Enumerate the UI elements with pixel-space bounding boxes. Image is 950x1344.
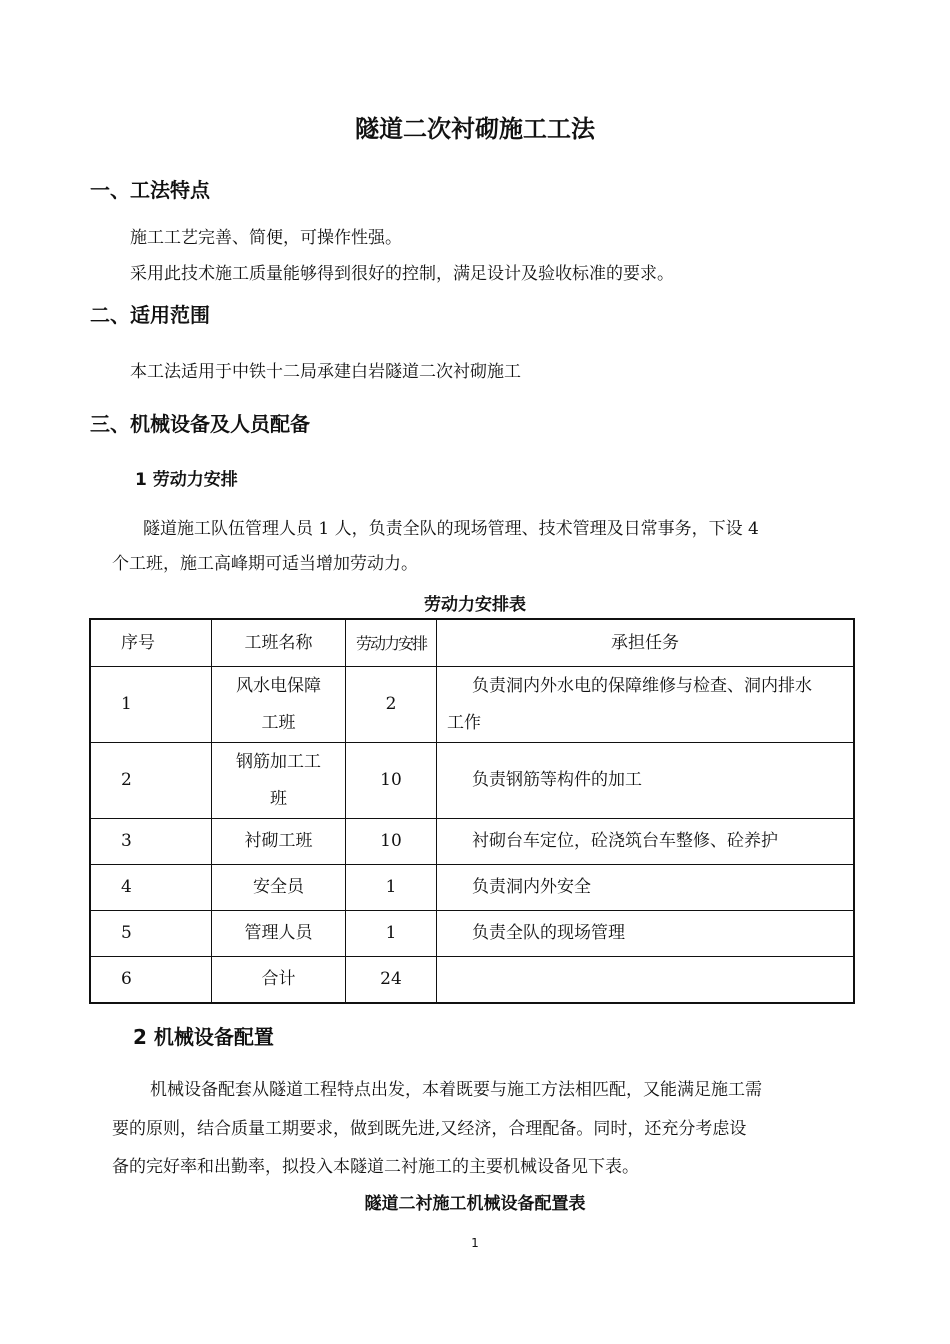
cell-team-line: 班 xyxy=(270,788,287,809)
cell-task-line: 衬砌台车定位，砼浇筑台车整修、砼养护 xyxy=(472,831,778,851)
cell-task xyxy=(437,957,855,1004)
cell-team: 合计 xyxy=(212,957,346,1004)
cell-count: 1 xyxy=(346,865,437,911)
subsection-heading-labor: 1 劳动力安排 xyxy=(135,470,238,490)
paragraph-line: 机械设备配套从隧道工程特点出发，本着既要与施工方法相匹配，又能满足施工需 xyxy=(150,1080,762,1100)
cell-task xyxy=(437,911,855,957)
section-heading-features: 一、工法特点 xyxy=(90,178,210,202)
table-caption-labor: 劳动力安排表 xyxy=(424,595,526,615)
cell-task-line: 负责洞内外安全 xyxy=(472,877,591,897)
cell-no: 5 xyxy=(90,911,212,957)
labor-table xyxy=(89,618,855,1004)
table-row xyxy=(90,865,854,911)
cell-no: 1 xyxy=(90,667,212,743)
header-cell-team: 工班名称 xyxy=(212,619,346,667)
paragraph-line: 要的原则，结合质量工期要求，做到既先进,又经济，合理配备。同时，还充分考虑设 xyxy=(112,1119,747,1139)
cell-team-line: 钢筋加工工 xyxy=(236,751,321,772)
paragraph-line: 备的完好率和出勤率，拟投入本隧道二衬施工的主要机械设备见下表。 xyxy=(112,1157,639,1177)
cell-count: 10 xyxy=(346,743,437,819)
table-caption-equipment: 隧道二衬施工机械设备配置表 xyxy=(364,1194,586,1214)
cell-team-line: 风水电保障 xyxy=(236,675,321,696)
cell-team: 衬砌工班 xyxy=(212,819,346,865)
cell-no: 6 xyxy=(90,957,212,1004)
paragraph-line: 本工法适用于中铁十二局承建白岩隧道二次衬砌施工 xyxy=(130,362,521,382)
subsection-heading-equipment: 2 机械设备配置 xyxy=(133,1025,274,1049)
page-number: 1 xyxy=(471,1236,479,1250)
cell-task xyxy=(437,865,855,911)
paragraph-line: 隧道施工队伍管理人员 1 人，负责全队的现场管理、技术管理及日常事务，下设 4 xyxy=(143,519,759,539)
cell-count: 10 xyxy=(346,819,437,865)
paragraph-line: 施工工艺完善、简便，可操作性强。 xyxy=(130,228,402,248)
cell-task xyxy=(437,819,855,865)
cell-team xyxy=(212,667,346,743)
table-row xyxy=(90,743,854,819)
cell-no: 3 xyxy=(90,819,212,865)
cell-team-line: 工班 xyxy=(261,712,296,733)
cell-count: 1 xyxy=(346,911,437,957)
header-cell-no: 序号 xyxy=(90,619,212,667)
cell-team: 安全员 xyxy=(212,865,346,911)
cell-task-line: 工作 xyxy=(447,712,481,733)
table-row xyxy=(90,911,854,957)
table-row xyxy=(90,819,854,865)
table-header-row xyxy=(90,619,854,667)
paragraph-line: 采用此技术施工质量能够得到很好的控制，满足设计及验收标准的要求。 xyxy=(130,264,674,284)
cell-no: 4 xyxy=(90,865,212,911)
cell-task xyxy=(437,667,855,743)
header-cell-count: 劳动力安排 xyxy=(346,619,437,667)
cell-team: 管理人员 xyxy=(212,911,346,957)
paragraph-line: 个工班，施工高峰期可适当增加劳动力。 xyxy=(112,554,418,574)
cell-task xyxy=(437,743,855,819)
cell-task-line: 负责洞内外水电的保障维修与检查、洞内排水 xyxy=(472,675,812,696)
section-heading-scope: 二、适用范围 xyxy=(90,303,210,327)
cell-no: 2 xyxy=(90,743,212,819)
header-cell-task: 承担任务 xyxy=(437,619,855,667)
cell-team xyxy=(212,743,346,819)
table-row xyxy=(90,667,854,743)
section-heading-equipment-staff: 三、机械设备及人员配备 xyxy=(90,412,310,436)
table-row xyxy=(90,957,854,1004)
cell-task-line: 负责钢筋等构件的加工 xyxy=(472,770,642,790)
document-title: 隧道二次衬砌施工工法 xyxy=(355,115,595,143)
cell-task-line: 负责全队的现场管理 xyxy=(472,923,625,943)
cell-count: 24 xyxy=(346,957,437,1004)
cell-count: 2 xyxy=(346,667,437,743)
